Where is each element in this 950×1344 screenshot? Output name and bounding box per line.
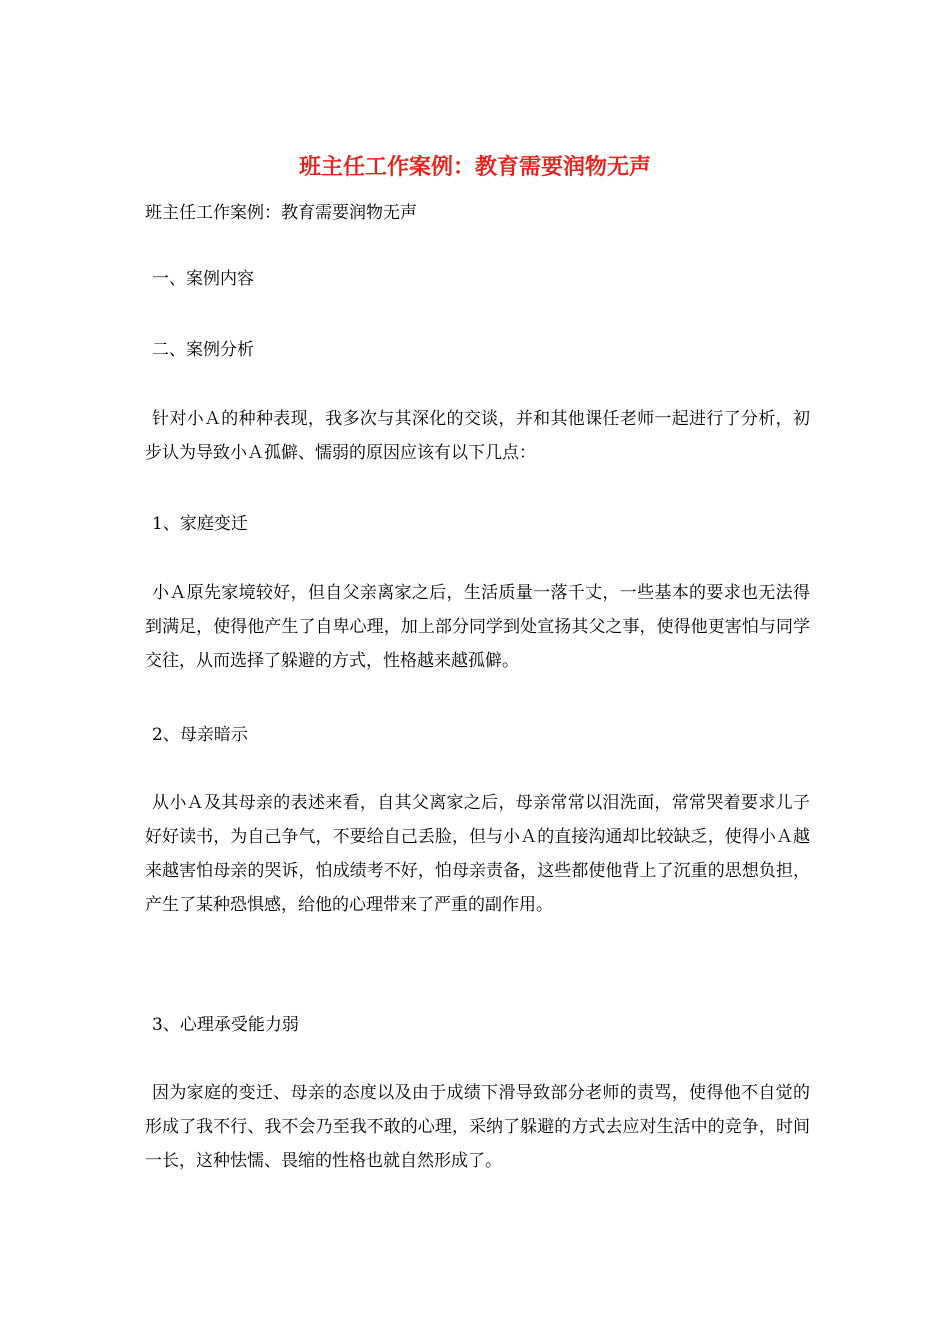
section-heading-content: 一、案例内容 xyxy=(152,269,254,289)
point-1-paragraph: 小Ａ原先家境较好，但自父亲离家之后，生活质量一落千丈，一些基本的要求也无法得到满足，使得他产生了自卑心理，加上部分同学到处宣扬其父之事，使得他更害怕与同学交往，从而选择了躲避的方式，性格越来越孤僻。 xyxy=(145,583,810,671)
section-heading-analysis: 二、案例分析 xyxy=(152,340,254,360)
intro-paragraph: 针对小Ａ的种种表现，我多次与其深化的交谈，并和其他课任老师一起进行了分析，初步认为导致小Ａ孤僻、懦弱的原因应该有以下几点： xyxy=(145,409,810,463)
point-3-heading: 3、心理承受能力弱 xyxy=(152,1015,299,1035)
point-2-heading: 2、母亲暗示 xyxy=(152,725,248,745)
document-subtitle: 班主任工作案例：教育需要润物无声 xyxy=(145,203,417,223)
point-3-paragraph: 因为家庭的变迁、母亲的态度以及由于成绩下滑导致部分老师的责骂，使得他不自觉的形成了我不行、我不会乃至我不敢的心理，采纳了躲避的方式去应对生活中的竞争，时间一长，这种怯懦、畏缩的性格也就自然形成了。 xyxy=(145,1083,810,1171)
point-1-heading: 1、家庭变迁 xyxy=(152,514,248,534)
document-title: 班主任工作案例：教育需要润物无声 xyxy=(298,155,651,180)
point-2-paragraph: 从小Ａ及其母亲的表述来看，自其父离家之后，母亲常常以泪洗面，常常哭着要求儿子好好读书，为自己争气，不要给自己丢脸，但与小Ａ的直接沟通却比较缺乏，使得小Ａ越来越害怕母亲的哭诉，怕成绩考不好，怕母亲责备，这些都使他背上了沉重的思想负担，产生了某种恐惧感，给他的心理带来了严重的副作用。 xyxy=(145,793,810,915)
